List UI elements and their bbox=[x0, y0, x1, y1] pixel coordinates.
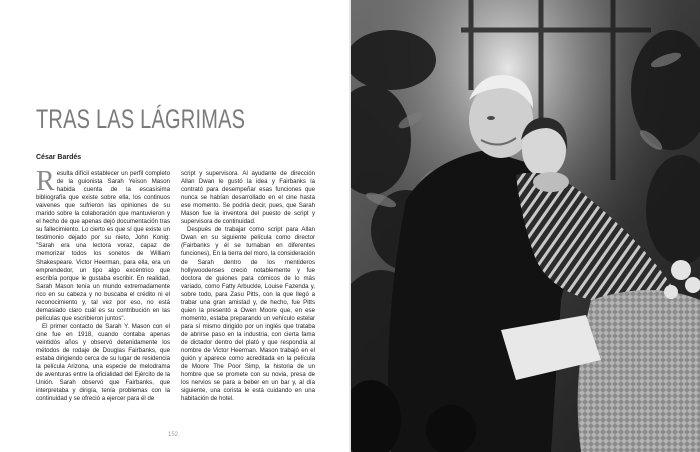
page-number: 152 bbox=[168, 432, 179, 438]
paragraph: Resulta difícil establecer un perfil completo de la guionista Sarah Yeison Mason habida cuenta de la escasísima bibliografía que existe sobre ella, los continuos vaivenes que sufrieron las opiniones de su marido sobre la colaboración que mantuvieron y el hecho de que apenas dejó documentación tras su fallecimiento. Lo cierto es que sí que existe un testimonio dejado por su nieto, John Konig: "Sarah era una lectora voraz, capaz de memorizar todos los sonetos de William Shakespeare. Victor Heerman, para ella, era un emprendedor, un tipo algo excéntrico que escribía porque le gustaba escribir. En realidad, Sarah Mason tenía un mundo extremadamente rico en su cabeza y no buscaba el crédito ni el reconocimiento y, tal vez por eso, no está demasiado claro cuál es su contribución en las películas que escribieron juntos". bbox=[36, 166, 170, 322]
film-still-photo bbox=[351, 0, 700, 452]
photo-icon bbox=[351, 0, 700, 452]
paragraph: Después de trabajar como script para Allan Dwan en su siguiente película como director (Fairbanks y él se turnaban en diferentes funciones), En la tierra del moro, la consideración de Sarah dentro de los mentideros hollywoodenses creció notablemente y fue doctora de guiones para cómicos de lo más variado, como Fatty Arbuckle, Louise Fazenda y, sobre todo, para Zasu Pitts, con la que llegó a trabar una gran amistad y, de hecho, fue Pitts quien la presentó a Owen Moore que, en ese momento, estaba preparando un vehículo estelar para sí mismo dirigido por un inglés que trataba de abrirse paso en la industria, con cierta fama de dictador dentro del plató y que respondía al nombre de Victor Heerman. Mason trabajó en el guión y aparece como acreditada en la película de Moore The Poor Simp, la historia de un hombre que se promete con su novia, presa de los nervios se para a beber en un bar y, al día siguiente, una corista le está cuidando en una habitación de hotel. bbox=[181, 226, 315, 403]
article-title: TRAS LAS LÁGRIMAS bbox=[36, 104, 246, 134]
paragraph: El primer contacto de Sarah Y. Mason con el cine fue en 1918, cuando contaba apenas veintidós años y observó detenidamente los métodos de rodaje de Douglas Fairbanks, que estaba dirigiendo cerca de su lugar de residencia la película Arizona, una especie de melodrama de aventuras entre la oficialidad del Ejército de la Unión. Sarah observó que Fairbanks, que interpretaba y dirigía, tenía problemas con la continuidad y se ofreció a ejercer para él de bbox=[36, 322, 170, 403]
author-byline: César Bardés bbox=[36, 154, 82, 161]
text-column-1 bbox=[36, 166, 170, 403]
paragraph: script y supervisora. Al ayudante de dirección Allan Dwan le gustó la idea y Fairbanks la contrató para desempeñar esas funciones que nunca se habían desarrollado en el cine hasta ese momento. Se podría decir, pues, que Sarah Mason fue la inventora del puesto de script y supervisora de continuidad. bbox=[181, 170, 315, 226]
text-column-2 bbox=[181, 170, 315, 403]
